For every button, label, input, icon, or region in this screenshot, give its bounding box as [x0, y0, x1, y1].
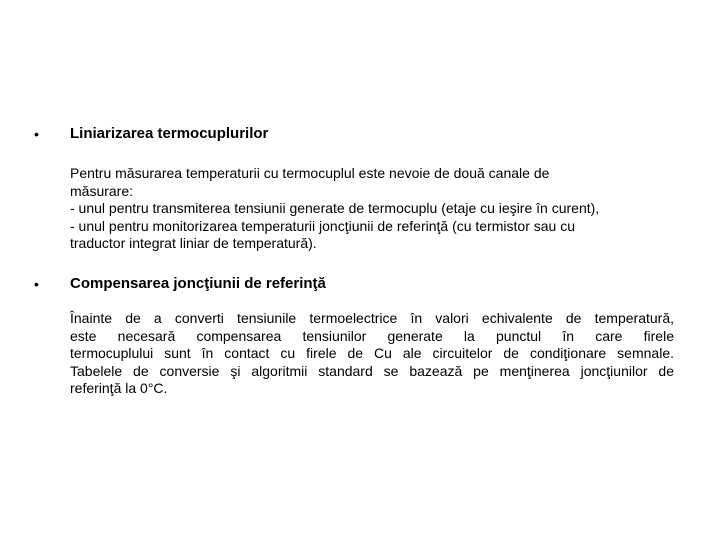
paragraph-line: - unul pentru transmiterea tensiunii generate de termocuplu (etaje cu ieşire în curent), — [70, 200, 600, 216]
paragraph-line: măsurare: — [70, 182, 134, 199]
paragraph-line: Înainte de a converti tensiunile termoelectrice în valori echivalente de temperatură, — [70, 310, 674, 326]
bullet-marker: • — [34, 126, 39, 142]
paragraph-line: este necesară compensarea tensiunilor generate la punctul în care firele — [70, 327, 674, 344]
paragraph-line: termocuplului sunt în contact cu firele de Cu ale circuitelor de condiţionare semnale. — [70, 345, 674, 361]
section-heading-compensare: Compensarea joncţiunii de referinţă — [70, 275, 326, 292]
section-paragraph-liniarizare — [70, 165, 674, 253]
section-paragraph-compensare — [70, 310, 674, 398]
paragraph-line: Tabelele de conversie şi algoritmii standard se bazează pe menţinerea joncţiunilor de — [70, 362, 674, 379]
paragraph-line: Pentru măsurarea temperaturii cu termocuplul este nevoie de două canale de — [70, 165, 550, 181]
paragraph-line: traductor integrat liniar de temperatură). — [70, 235, 317, 251]
paragraph-line: - unul pentru monitorizarea temperaturii joncţiunii de referinţă (cu termistor sau cu — [70, 217, 576, 234]
bullet-marker: • — [34, 276, 39, 292]
section-heading-liniarizare: Liniarizarea termocuplurilor — [70, 125, 269, 142]
paragraph-line: referinţă la 0°C. — [70, 380, 168, 396]
